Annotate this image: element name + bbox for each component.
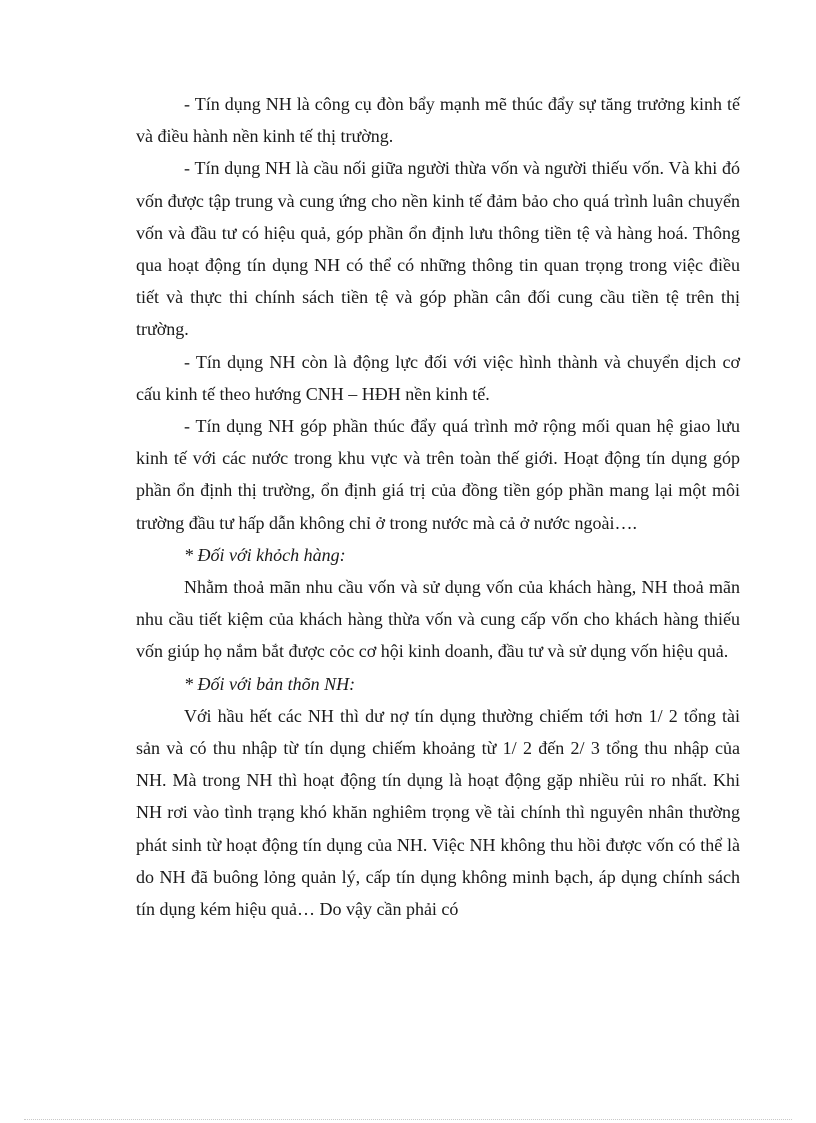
- paragraph-customers: Nhằm thoả mãn nhu cầu vốn và sử dụng vốn của khách hàng, NH thoả mãn nhu cầu tiết kiệm của khách hàng thừa vốn và cung cấp vốn cho khách hàng thiếu vốn giúp họ nắm bắt được cỏc cơ hội kinh doanh, đầu tư và sử dụng vốn hiệu quả.: [136, 577, 740, 662]
- paragraph-credit-international: - Tín dụng NH góp phần thúc đẩy quá trình mở rộng mối quan hệ giao lưu kinh tế với các nước trong khu vực và trên toàn thế giới. Hoạt động tín dụng góp phần ổn định thị trường, ổn định giá trị của đồng tiền góp phần mang lại một môi trường đầu tư hấp dẫn không chỉ ở trong nước mà cả ở nước ngoài….: [136, 416, 740, 533]
- paragraph-credit-restructuring: - Tín dụng NH còn là động lực đối với việc hình thành và chuyển dịch cơ cấu kinh tế theo hướng CNH – HĐH nền kinh tế.: [136, 351, 740, 404]
- paragraph-credit-leverage: - Tín dụng NH là công cụ đòn bẩy mạnh mẽ thúc đẩy sự tăng trưởng kinh tế và điều hành nền kinh tế thị trường.: [136, 94, 740, 147]
- document-body: [136, 88, 740, 925]
- paragraph-credit-bridge: - Tín dụng NH là cầu nối giữa người thừa vốn và người thiếu vốn. Và khi đó vốn được tập trung và cung ứng cho nền kinh tế đảm bảo cho quá trình luân chuyển vốn và đầu tư có hiệu quả, góp phần ổn định lưu thông tiền tệ và hàng hoá. Thông qua hoạt động tín dụng NH có thể có những thông tin quan trọng trong việc điều tiết và thực thi chính sách tiền tệ và góp phần cân đối cung cầu tiền tệ trên thị trường.: [136, 158, 740, 340]
- page-bottom-divider: [24, 1119, 792, 1120]
- heading-customers: * Đối với khỏch hàng:: [184, 544, 346, 565]
- heading-bank: * Đối với bản thõn NH:: [184, 673, 356, 694]
- paragraph-bank: Với hầu hết các NH thì dư nợ tín dụng thường chiếm tới hơn 1/ 2 tổng tài sản và có thu nhập từ tín dụng chiếm khoảng từ 1/ 2 đến 2/ 3 tổng thu nhập của NH. Mà trong NH thì hoạt động tín dụng là hoạt động gặp nhiều rủi ro nhất. Khi NH rơi vào tình trạng khó khăn nghiêm trọng về tài chính thì nguyên nhân thường phát sinh từ hoạt động tín dụng của NH. Việc NH không thu hồi được vốn có thể là do NH đã buông lỏng quản lý, cấp tín dụng không minh bạch, áp dụng chính sách tín dụng kém hiệu quả… Do vậy cần phải có: [136, 705, 740, 920]
